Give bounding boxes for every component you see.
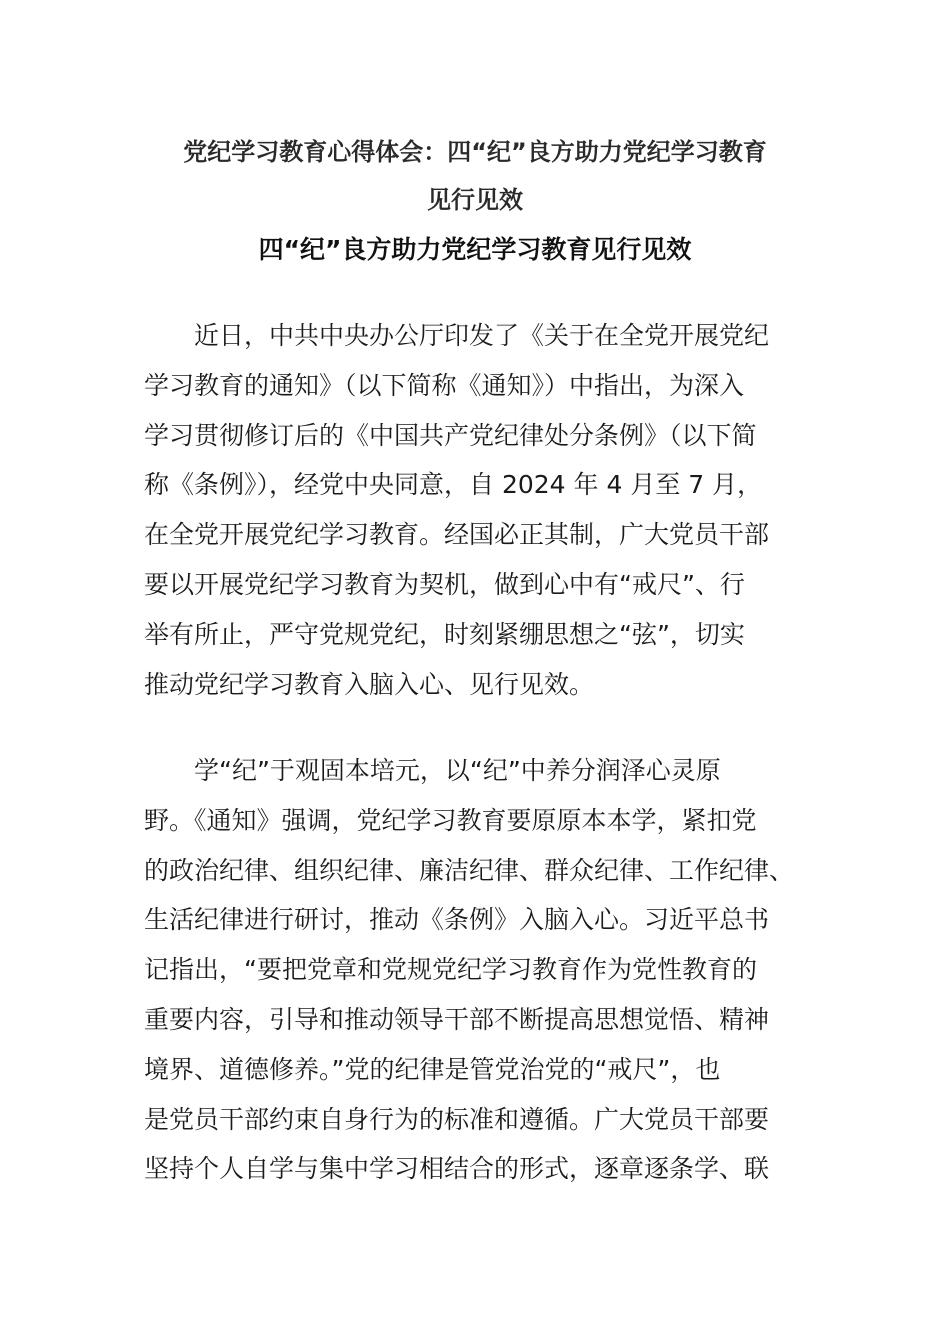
document-subtitle: 四“纪”良方助力党纪学习教育见行见效 — [258, 235, 692, 264]
paragraph-line: 境界、道德修养。”党的纪律是管党治党的“戒尺”，也 — [144, 1054, 721, 1084]
paragraph-line: 生活纪律进行研讨，推动《条例》入脑入心。习近平总书 — [144, 905, 770, 935]
paragraph-line: 野。《通知》强调，党纪学习教育要原原本本学，紧扣党 — [144, 805, 757, 835]
title-line-1: 党纪学习教育心得体会：四“纪”良方助力党纪学习教育 — [183, 138, 767, 166]
document-title — [140, 128, 810, 224]
paragraph-line: 学习教育的通知》（以下简称《通知》）中指出，为深入 — [144, 370, 745, 400]
paragraph-line: 重要内容，引导和推动领导干部不断提高思想觉悟、精神 — [144, 1004, 770, 1034]
paragraph-line: 称《条例》），经党中央同意，自 2024 年 4 月至 7 月， — [144, 470, 763, 500]
paragraph-line: 近日，中共中央办公厅印发了《关于在全党开展党纪 — [194, 321, 770, 350]
paragraph-line: 的政治纪律、组织纪律、廉洁纪律、群众纪律、工作纪律、 — [144, 855, 795, 885]
paragraph-line: 在全党开展党纪学习教育。经国必正其制，广大党员干部 — [144, 520, 770, 550]
paragraph-1 — [144, 311, 804, 709]
paragraph-line: 坚持个人自学与集中学习相结合的形式，逐章逐条学、联 — [144, 1154, 770, 1184]
paragraph-line: 学习贯彻修订后的《中国共产党纪律处分条例》（以下简 — [144, 420, 757, 450]
paragraph-line: 是党员干部约束自身行为的标准和遵循。广大党员干部要 — [144, 1104, 770, 1134]
paragraph-2 — [144, 746, 804, 1194]
paragraph-line: 学“纪”于观固本培元，以“纪”中养分润泽心灵原 — [194, 756, 721, 785]
paragraph-line: 记指出，“要把党章和党规党纪学习教育作为党性教育的 — [144, 955, 757, 985]
title-line-2: 见行见效 — [427, 186, 523, 214]
paragraph-line: 推动党纪学习教育入脑入心、见行见效。 — [144, 669, 595, 699]
paragraph-line: 要以开展党纪学习教育为契机，做到心中有“戒尺”、行 — [144, 569, 745, 599]
paragraph-line: 举有所止，严守党规党纪，时刻紧绷思想之“弦”，切实 — [144, 619, 745, 649]
